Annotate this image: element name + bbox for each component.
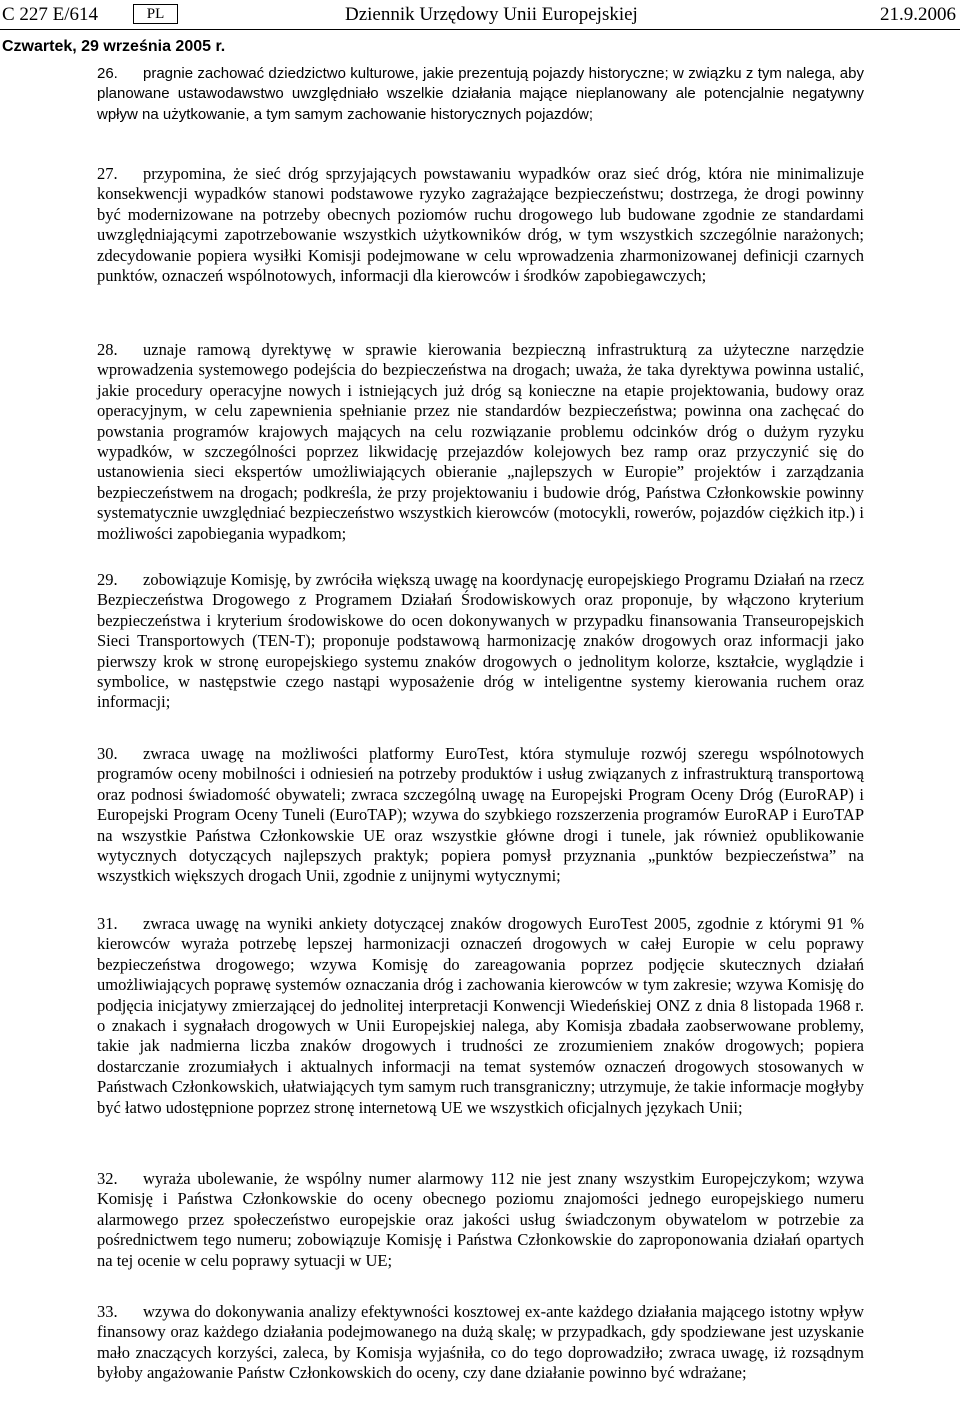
paragraph-text: zwraca uwagę na wyniki ankiety dotyczącej znaków drogowych EuroTest 2005, zgodnie z którymi 91 % kierowców wyraża potrzebę lepszej harmonizacji oznaczeń drogowych w całej Europie w celu poprawy bezpieczeństwa drogowego; wzywa Komisję do zareagowania poprzez podjęcie skutecznych działań umożliwiających poprawę systemów oznaczania dróg i zachowania kierowców w tym zakresie; wzywa Komisję do podjęcia inicjatywy zmierzającej do jednolitej interpretacji Konwencji Wiedeńskiej ONZ z dnia 8 listopada 1968 r. o znakach i sygnałach drogowych w Unii Europejskiej nalega, aby Komisja zbadała zaobserwowane problemy, takie jak nadmierna liczba znaków drogowych i trudności ze zrozumieniem znaków drogowych; popiera dostarczanie zrozumiałych i aktualnych informacji na temat systemów oznaczeń drogowych stosowanych w Państwach Członkowskich, ułatwiających tym samym ruch transgraniczny; utrzymuje, że takie informacje mogłyby być łatwo udostępnione poprzez stronę internetową UE we wszystkich oficjalnych językach Unii; [97, 914, 864, 1117]
paragraph-number: 33. [97, 1302, 118, 1321]
paragraph-number: 30. [97, 744, 118, 763]
paragraph-text: pragnie zachować dziedzictwo kulturowe, jakie prezentują pojazdy historyczne; w związku z tym nalega, aby planowane ustawodawstwo uwzględniało wszelkie działania mające nieplanowany ale potencjalnie negatywny wpływ na użytkowanie, a tym samym zachowanie historycznych pojazdów; [97, 65, 864, 123]
paragraph-text: wzywa do dokonywania analizy efektywności kosztowej ex-ante każdego działania mającego istotny wpływ finansowy oraz każdego działania podejmowanego na dużą skalę; w przypadkach, gdy spodziewane jest uzyskanie mało znaczących korzyści, zaleca, by Komisja wyjaśniła, co do tego doprowadziło; zwraca uwagę, iż rozsądnym byłoby angażowanie Państw Członkowskich do oceny, czy dane działanie powinno być wdrażane; [97, 1302, 864, 1383]
paragraph-26 [97, 64, 864, 125]
language-badge: PL [133, 4, 178, 24]
paragraph-28 [97, 340, 864, 544]
page-header [0, 0, 960, 30]
paragraph-31 [97, 914, 864, 1118]
paragraph-number: 27. [97, 164, 118, 183]
paragraph-text: zwraca uwagę na możliwości platformy EuroTest, która stymuluje rozwój szeregu wspólnotowych programów oceny mobilności i odniesień na potrzeby produktów i usług związanych z infrastrukturą transportową oraz podnosi świadomość obywateli; zwraca szczególną uwagę na Europejski Program Oceny Dróg (EuroRAP) i Europejski Program Oceny Tuneli (EuroTAP); wzywa do szybkiego rozszerzenia programów EuroRAP i EuroTAP na wszystkie Państwa Członkowskie UE oraz wszystkie główne drogi i tunele, jak również opublikowanie wytycznych dotyczących najlepszych praktyk; popiera pomysł przyznania „punktów bezpieczeństwa” na wszystkich większych drogach Unii, zgodnie z unijnymi wytycznymi; [97, 744, 864, 886]
paragraph-number: 26. [97, 65, 118, 82]
paragraph-32 [97, 1169, 864, 1271]
paragraph-text: zobowiązuje Komisję, by zwróciła większą uwagę na koordynację europejskiego Programu Działań na rzecz Bezpieczeństwa Drogowego z Programem Działań Środowiskowych oraz proponuje, by włączono kryterium bezpieczeństwa i kryterium środowiskowe do ocen dokonywanych w przypadku finansowania Transeuropejskich Sieci Transportowych (TEN-T); proponuje podstawową harmonizację znaków drogowych oraz informacji jako pierwszy krok w stronę europejskiego systemu znaków drogowych o jednolitym kolorze, kształcie, wyglądzie i symbolice, w następstwie czego nastąpi wyposażenie dróg w inteligentne systemy kierowania ruchem oraz informacji; [97, 570, 864, 712]
paragraph-27 [97, 164, 864, 286]
paragraph-30 [97, 744, 864, 887]
paragraph-29 [97, 570, 864, 713]
paragraph-number: 28. [97, 340, 118, 359]
publication-date: 21.9.2006 [880, 4, 956, 25]
paragraph-text: wyraża ubolewanie, że wspólny numer alarmowy 112 nie jest znany wszystkim Europejczykom; wzywa Komisję i Państwa Członkowskie do oceny obecnego poziomu znajomości jednego europejskiego numeru alarmowego przez społeczeństwo europejskie oraz jakości usług świadczonym obywatelom w potrzebie za pośrednictwem tego numeru; zobowiązuje Komisję i Państwa Członkowskie do zaproponowania działań opartych na tej ocenie w celu poprawy sytuacji w UE; [97, 1169, 864, 1270]
paragraph-33 [97, 1302, 864, 1384]
paragraph-number: 29. [97, 570, 118, 589]
paragraph-text: uznaje ramową dyrektywę w sprawie kierowania bezpieczną infrastrukturą za użyteczne narzędzie wprowadzenia systemowego podejścia do bezpieczeństwa na drogach; uważa, że taka dyrektywa powinna ustalić, jakie procedury operacyjne nowych i istniejących już dróg są konieczne na etapie projektowania, budowy oraz operacyjnym, w celu zapewnienia spełnianie przez nie standardów bezpieczeństwa; powinna ona zachęcać do powstania programów krajowych mających na celu rozwiązanie problemu odcinków dróg o dużym ryzyku wypadków, w szczególności poprzez likwidację przejazdów kolejowych bez ramp oraz przyczynić się do ustanowienia sieci ekspertów umożliwiających obieranie „najlepszych w Europie” projektów i zarządzania bezpieczeństwem na drogach; podkreśla, że przy projektowaniu i budowie dróg, Państwa Członkowskie powinny systematycznie uwzględniać bezpieczeństwo wszystkich kierowców (motocykli, rowerów, pojazdów ciężkich itp.) i możliwości zapobiegania wypadkom; [97, 340, 864, 543]
paragraph-number: 31. [97, 914, 118, 933]
sitting-date: Czwartek, 29 września 2005 r. [2, 38, 226, 55]
header-divider [0, 29, 960, 30]
paragraph-text: przypomina, że sieć dróg sprzyjających powstawaniu wypadków oraz sieć dróg, która nie minimalizuje konsekwencji wypadków stanowi podstawowe ryzyko zagrażające bezpieczeństwu; dostrzega, że drogi powinny być modernizowane na potrzeby obecnych poziomów ruchu drogowego lub budowane zgodnie ze standardami uwzględniającymi zapotrzebowanie wszystkich użytkowników dróg, w tym wszystkich szczególnie narażonych; zdecydowanie popiera wysiłki Komisji podejmowane w celu wprowadzenia zharmonizowanej definicji czarnych punktów, oznaczeń wspólnotowych, informacji dla kierowców i środków zapobiegawczych; [97, 164, 864, 286]
page-reference: C 227 E/614 [2, 4, 99, 25]
journal-title: Dziennik Urzędowy Unii Europejskiej [345, 4, 638, 25]
paragraph-number: 32. [97, 1169, 118, 1188]
